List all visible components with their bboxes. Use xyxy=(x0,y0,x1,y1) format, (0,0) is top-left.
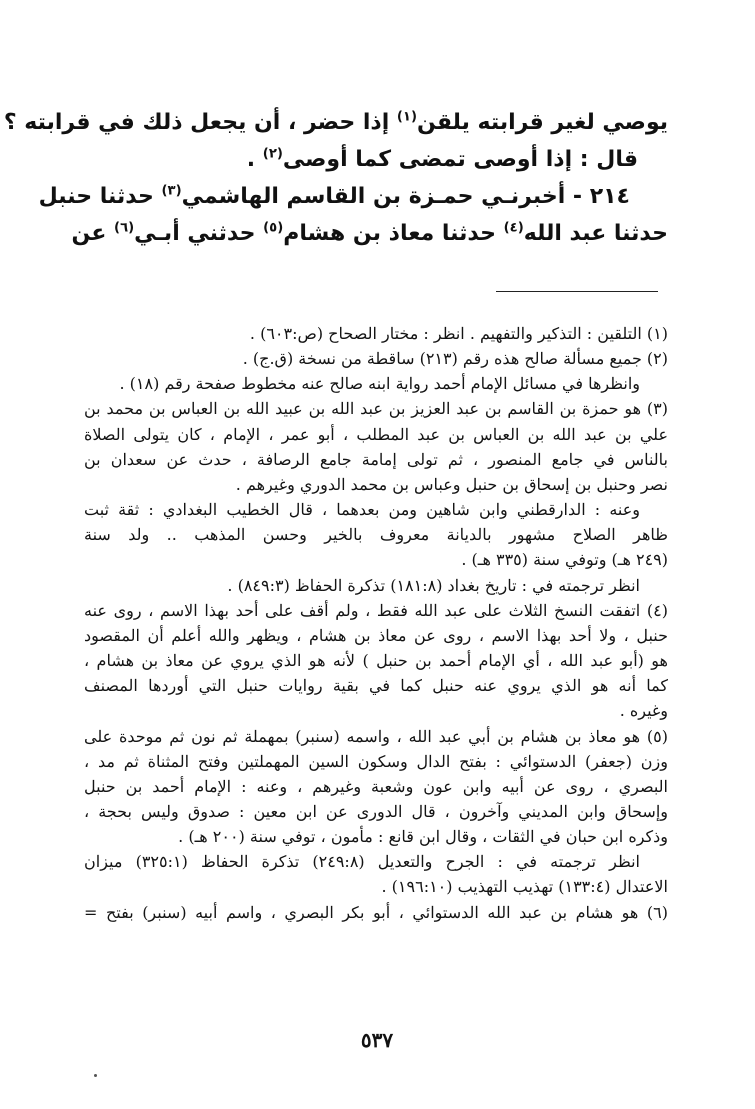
footnote-line-7: نصر وحنبل بن إسحاق بن حنبل وعباس بن محمد الدوري وغيرهم . xyxy=(235,474,668,494)
scan-speck xyxy=(94,1074,97,1077)
main-line-3-part-a: ٢١٤ - أخبرنـي حمـزة بن القاسم الهاشمي xyxy=(181,184,630,209)
footnote-ref-4: (٤) xyxy=(503,220,524,236)
footnote-line-12: (٤) اتفقت النسخ الثلاث على عبد الله فقط ، ولم أقف على أحد بهذا الاسم ، روى عنه xyxy=(84,600,668,620)
main-line-3-part-b: حدثنا حنبل xyxy=(38,184,162,209)
main-line-4-part-b: حدثنا معاذ بن هشام xyxy=(283,221,504,246)
footnote-line-3: وانظرها في مسائل الإمام أحمد رواية ابنه صالح عنه مخطوط صفحة رقم (١٨) . xyxy=(119,374,640,394)
footnote-separator xyxy=(496,291,658,292)
main-text xyxy=(3,104,668,252)
footnote-line-1: (١) التلقين : التذكير والتفهيم . انظر : مختار الصحاح (ص:٦٠٣) . xyxy=(249,324,668,343)
footnote-ref-6: (٦) xyxy=(114,220,135,236)
footnote-ref-1: (١) xyxy=(396,109,418,125)
footnote-line-8: وعنه : الدارقطني وابن شاهين ومن بعدهما ، قال الخطيب البغدادي : ثقة ثبت xyxy=(84,500,640,520)
main-line-4-part-d: عن xyxy=(71,221,115,246)
footnote-line-2: (٢) جميع مسألة صالح هذه رقم (٢١٣) ساقطة من نسخة (ق.ج) . xyxy=(242,349,668,369)
footnote-line-6: بالناس في جامع المنصور ، ثم تولى إمامة جامع الرصافة ، حدث عن سعدان بن xyxy=(84,449,668,469)
footnote-line-10: (٢٤٩ هـ) وتوفي سنة (٣٣٥ هـ) . xyxy=(461,550,668,570)
footnote-ref-3: (٣) xyxy=(161,183,182,199)
footnote-ref-2: (٢) xyxy=(262,146,283,162)
footnote-line-5: علي بن عبد الله بن العباس بن عبد المطلب ، أبو عمر ، الإمام ، كان يتولى الصلاة xyxy=(84,424,668,444)
main-line-3 xyxy=(38,178,668,215)
footnote-line-14: هو (أبو عبد الله ، أي الإمام أحمد بن حنبل ) لأنه هو الذي يروي عن معاذ بن هشام ، xyxy=(84,651,668,671)
footnote-line-19: البصري ، روى عن أبيه وابن عون وشعبة وغيرهم ، وعنه : الإمام أحمد بن حنبل xyxy=(84,776,668,796)
main-line-1-part-b: إذا حضر ، أن يجعل ذلك في قرابته ؟ xyxy=(3,110,397,135)
footnote-line-22: انظر ترجمته في : الجرح والتعديل (٢٤٩:٨) تذكرة الحفاظ (٣٢٥:١) ميزان xyxy=(84,852,640,872)
footnote-line-21: وذكره ابن حبان في الثقات ، وقال ابن قانع : مأمون ، توفي سنة (٢٠٠ هـ) . xyxy=(178,827,668,847)
main-line-4-part-a: حدثنا عبد الله xyxy=(523,221,668,246)
footnote-ref-5: (٥) xyxy=(263,220,284,236)
page-number: ٥٣٧ xyxy=(360,1028,394,1052)
footnote-line-20: وإسحاق وابن المديني وآخرون ، قال الدورى عن ابن معين : صدوق وليس بحجة ، xyxy=(84,801,668,821)
main-line-2 xyxy=(118,141,668,178)
footnotes xyxy=(84,321,668,925)
footnote-line-15: كما أنه هو الذي يروي عنه حنبل كما في بقية روايات حنبل التي أوردها المصنف xyxy=(84,676,668,696)
footnote-line-24: (٦) هو هشام بن عبد الله الدستوائي ، أبو بكر البصري ، واسم أبيه (سنبر) بفتح = xyxy=(84,902,668,922)
main-line-1 xyxy=(3,104,668,141)
footnote-line-17: (٥) هو معاذ بن هشام بن أبي عبد الله ، واسمه (سنبر) بمهملة ثم نون ثم موحدة على xyxy=(84,726,668,746)
main-line-4 xyxy=(71,215,668,252)
main-line-2-part-b: . xyxy=(246,147,263,172)
main-line-1-part-a: يوصي لغير قرابته يلقن xyxy=(417,110,668,135)
footnote-line-4: (٣) هو حمزة بن القاسم بن عبد العزيز بن عبد الله بن عبيد الله بن العباس بن محمد بن xyxy=(84,399,668,419)
footnote-line-13: حنبل ، ولا أحد بهذا الاسم ، روى عن معاذ بن هشام ، ويظهر والله أعلم أن المقصود xyxy=(84,625,668,645)
footnote-line-16: وغيره . xyxy=(619,701,668,721)
footnote-line-11: انظر ترجمته في : تاريخ بغداد (١٨١:٨) تذكرة الحفاظ (٨٤٩:٣) . xyxy=(227,575,640,595)
footnote-line-18: وزن (جعفر) الدستوائي : بفتح الدال وسكون السين المهملتين وفتح المثناة ثم مد ، xyxy=(84,751,668,771)
main-line-2-part-a: قال : إذا أوصى تمضى كما أوصى xyxy=(282,147,638,172)
footnote-line-23: الاعتدال (١٣٣:٤) تهذيب التهذيب (١٩٦:١٠) . xyxy=(381,877,668,897)
footnote-line-9: ظاهر الصلاح مشهور بالديانة معروف بالخير وحسن المذهب .. ولد سنة xyxy=(84,525,668,545)
main-line-4-part-c: حدثني أبـي xyxy=(134,221,264,246)
